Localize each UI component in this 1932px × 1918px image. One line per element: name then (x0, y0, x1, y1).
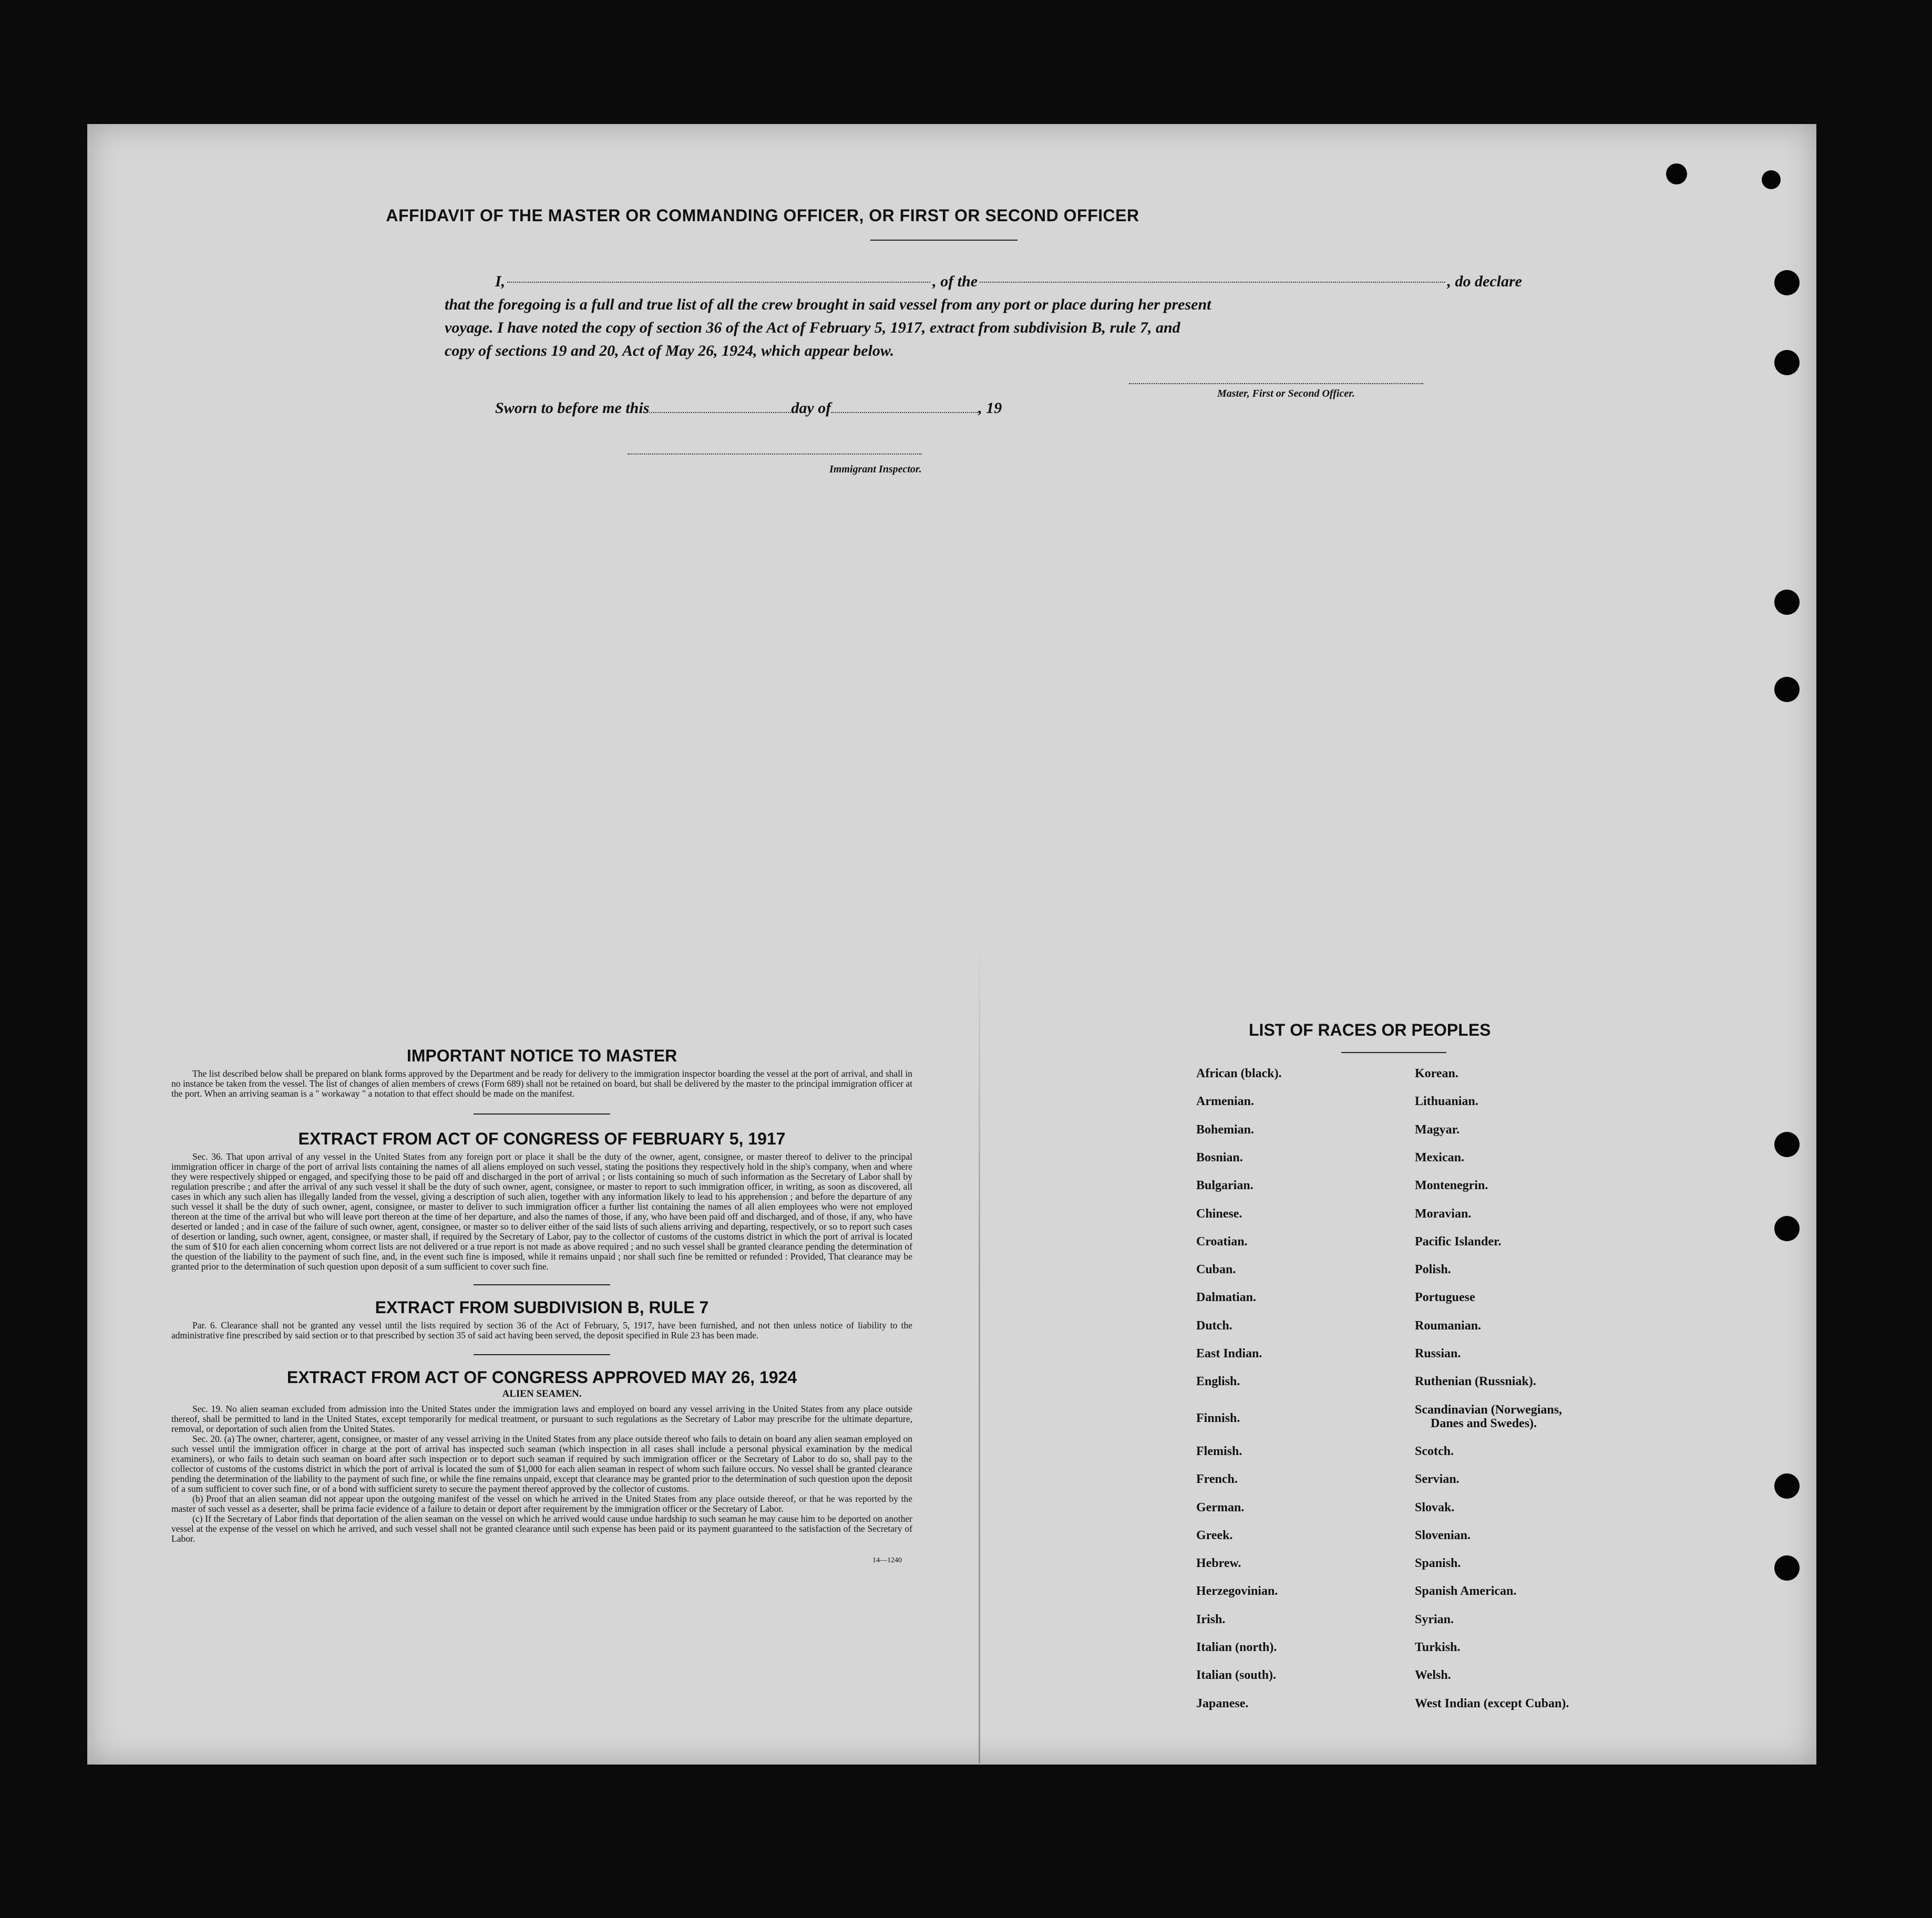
affidavit-line2: that the foregoing is a full and true list of all the crew brought in said vessel from any port or place during her present (445, 296, 1211, 313)
race-item: Korean. (1415, 1067, 1458, 1080)
affidavit-declare: , do declare (1447, 273, 1522, 290)
affidavit-of-the: , of the (932, 273, 978, 290)
inspector-signature-line (628, 453, 922, 455)
notice-title: IMPORTANT NOTICE TO MASTER (406, 1046, 677, 1065)
sworn-month-blank (831, 400, 978, 413)
form-number: 14—1240 (872, 1556, 902, 1564)
race-item: Armenian. (1196, 1095, 1254, 1109)
race-item: Roumanian. (1415, 1318, 1482, 1333)
race-item: Japanese. (1196, 1696, 1249, 1710)
inspector-signature-label: Immigrant Inspector. (829, 463, 922, 475)
extract-1917-text: Sec. 36. That upon arrival of any vessel in the United States from any foreign port or place it shall be the duty of the owner, agent, consignee, or master thereof to deliver to the principal immigration officer in charge of the port of arrival lists containing the names of all aliens employed on such vessel, stating the positions they respectively hold in the ship's company, when and where they were respectively shipped or engaged, and specifying those to be paid off and discharged in the port of arrival ; or lists containing so much of such information as the Secretary of Labor shall by regulation prescribe ; and after the arrival of any such vessel it shall be the duty of such owner, agent, consignee, or master to report to such immigration officer, in writing, as soon as discovered, all cases in which any such alien has illegally landed from the vessel, giving a description of such alien, together with any information likely to lead to his apprehension ; and before the departure of any such vessel it shall be the duty of such owner, agent, consignee, or master to deliver to such immigration officer a further list containing the names of all alien employees who were not employed thereon at the time of the arrival but who will leave port thereon at the time of her departure, and also the names of those, if any, who have been paid off and discharged, and of those, if any, who have deserted or landed ; and in case of the failure of such owner, agent, consignee, or master so to deliver either of the said lists of such aliens arriving and departing, respectively, or so to report such cases of desertion or landing, such owner, agent, consignee, or master shall, if required by the Secretary of Labor, pay to the collector of customs of the customs district in which the port of arrival is located the sum of $10 for each alien concerning whom correct lists are not delivered or a true report is not made as above required ; and no such vessel shall be granted clearance pending the determination of the question of the liability to the payment of such fine, and, in the event such fine is imposed, while it remains unpaid ; nor shall such fine be remitted or refunded : Provided, That clearance may be granted prior to the determination of such question upon deposit of a sum sufficient to cover such fine. (171, 1151, 912, 1272)
punch-hole (1774, 677, 1800, 702)
race-item: East Indian. (1196, 1347, 1262, 1360)
notice-text: The list described below shall be prepared on blank forms approved by the Department and be ready for delivery to the immigration inspector boarding the vessel at the port of arrival, and shall in no instance be taken from the vessel. The list of changes of alien members of crews (Form 689) shall not be retained on board, but shall be delivered by the master to the principal immigration officer at the port. When an arriving seaman is a " workaway " a notation to that effect should be made on the manifest. (171, 1068, 912, 1099)
punch-hole (1762, 170, 1781, 189)
races-left-column (1196, 1067, 1396, 1734)
affidavit-title: AFFIDAVIT OF THE MASTER OR COMMANDING OFFICER, OR FIRST OR SECOND OFFICER (386, 206, 1139, 225)
race-item: Montenegrin. (1415, 1179, 1488, 1193)
name-blank (507, 270, 930, 283)
race-item: Greek. (1196, 1528, 1233, 1542)
race-item: Magyar. (1415, 1122, 1460, 1137)
race-item: Scotch. (1415, 1444, 1454, 1458)
race-item: Italian (south). (1196, 1668, 1277, 1683)
punch-hole (1666, 163, 1687, 184)
race-item: Portuguese (1415, 1291, 1475, 1305)
race-item: Danes and Swedes). (1431, 1416, 1537, 1430)
master-signature-line (1129, 383, 1423, 384)
race-item: Moravian. (1415, 1207, 1472, 1221)
race-item: West Indian (except Cuban). (1415, 1696, 1569, 1710)
punch-hole (1774, 590, 1800, 615)
divider (474, 1284, 610, 1285)
sworn-year: , 19 (978, 399, 1002, 417)
race-item: Turkish. (1415, 1641, 1461, 1654)
notices-column (171, 1046, 912, 1565)
sec20b-text: (b) Proof that an alien seaman did not appear upon the outgoing manifest of the vessel on which he arrived in the United States from any place outside thereof, or that he was reported by the master of such vessel as a deserter, shall be prima facie evidence of a failure to detain or deport after requirement by the immigration officer or the Secretary of Labor. (171, 1493, 912, 1514)
affidavit-i: I, (495, 273, 506, 290)
punch-hole (1774, 350, 1800, 375)
divider (474, 1354, 610, 1355)
punch-hole (1774, 270, 1800, 295)
document-sheet (87, 124, 1816, 1765)
race-item: Dutch. (1196, 1318, 1232, 1333)
sec20c-text: (c) If the Secretary of Labor finds that deportation of the alien seaman on the vessel on which he arrived would cause undue hardship to such seaman he may cause him to be deported on another vessel at the expense of the vessel on which he arrived, and such vessel shall not be granted clearance until such expense has been paid or its payment guaranteed to the satisfaction of the Secretary of Labor. (171, 1513, 912, 1544)
race-item: Croatian. (1196, 1234, 1248, 1249)
race-item: Italian (north). (1196, 1641, 1277, 1654)
race-item: Irish. (1196, 1612, 1226, 1626)
affidavit-line4: copy of sections 19 and 20, Act of May 26, 1924, which appear below. (445, 342, 895, 359)
race-item: Spanish. (1415, 1556, 1461, 1571)
divider (474, 1113, 610, 1115)
affidavit-line3: voyage. I have noted the copy of section 36 of the Act of February 5, 1917, extract from subdivision B, rule 7, and (445, 319, 1180, 336)
extract-1924-title: EXTRACT FROM ACT OF CONGRESS APPROVED MAY 26, 1924 (286, 1368, 797, 1387)
race-item: English. (1196, 1375, 1240, 1389)
sworn-line (495, 399, 1002, 417)
race-item: Mexican. (1415, 1150, 1464, 1164)
sworn-day-of: day of (791, 399, 831, 417)
race-item: Welsh. (1415, 1668, 1451, 1683)
punch-hole (1774, 1132, 1800, 1157)
punch-hole (1774, 1216, 1800, 1241)
race-item: Servian. (1415, 1472, 1460, 1487)
divider (1341, 1052, 1446, 1053)
race-item: Slovenian. (1415, 1528, 1471, 1542)
affidavit-line1 (445, 270, 1522, 293)
race-item: Polish. (1415, 1263, 1451, 1277)
divider (870, 240, 1018, 241)
master-signature-label: Master, First or Second Officer. (1217, 388, 1355, 399)
race-item: Herzegovinian. (1196, 1584, 1278, 1599)
race-item: Chinese. (1196, 1207, 1242, 1221)
race-item: Cuban. (1196, 1263, 1236, 1277)
race-item: Flemish. (1196, 1444, 1242, 1458)
race-item: Hebrew. (1196, 1556, 1241, 1571)
race-item: Pacific Islander. (1415, 1234, 1502, 1249)
race-item: Bulgarian. (1196, 1179, 1253, 1193)
race-item: Dalmatian. (1196, 1291, 1256, 1305)
race-item: Ruthenian (Russniak). (1415, 1375, 1536, 1389)
race-item: French. (1196, 1472, 1238, 1487)
sec19-text: Sec. 19. No alien seaman excluded from admission into the United States under the immigration laws and employed on board any vessel arriving in the United States from any place outside thereof, shall be permitted to land in the United States, except temporarily for medical treatment, or pursuant to such regulations as the Secretary of Labor may prescribe for the ultimate departure, removal, or deportation of such alien from the United States. (171, 1404, 912, 1434)
race-item: Spanish American. (1415, 1584, 1517, 1599)
extract-rule7-title: EXTRACT FROM SUBDIVISION B, RULE 7 (375, 1298, 709, 1317)
race-item: Slovak. (1415, 1500, 1455, 1514)
race-item: Russian. (1415, 1347, 1461, 1360)
vessel-blank (980, 270, 1445, 283)
extract-1917-title: EXTRACT FROM ACT OF CONGRESS OF FEBRUARY 5, 1917 (298, 1129, 786, 1148)
extract-1924-subtitle: ALIEN SEAMEN. (502, 1388, 582, 1399)
punch-hole (1774, 1555, 1800, 1581)
sworn-day-blank (649, 400, 791, 413)
sec20a-text: Sec. 20. (a) The owner, charterer, agent, consignee, or master of any vessel arriving in the United States from any place outside thereof who fails to detain on board any alien seaman employed on such vessel until the immigration officer in charge at the port of arrival has inspected such seaman (which inspection in all cases shall include a personal physical examination by the medical examiners), or who fails to detain such seaman on board after such inspection or to deport such seaman if required by such immigration officer or the Secretary of Labor to do so, shall pay to the collector of customs of the customs district in which the port of arrival is located the sum of $1,000 for each alien seaman in respect of whom such failure occurs. No vessel shall be granted clearance pending the determination of the liability to the payment of such fine, or while the fine remains unpaid, except that clearance may be granted prior to the determination of such question upon the deposit of a sum sufficient to cover such fine, or of a bond with sufficient surety to secure the payment thereof approved by the collector of customs. (171, 1434, 912, 1494)
race-item: German. (1196, 1500, 1245, 1514)
race-item: Finnish. (1196, 1411, 1240, 1425)
punch-hole (1774, 1473, 1800, 1499)
race-item: Bosnian. (1196, 1150, 1243, 1164)
race-item: African (black). (1196, 1067, 1282, 1080)
race-item: Lithuanian. (1415, 1095, 1478, 1109)
races-title: LIST OF RACES OR PEOPLES (1249, 1020, 1491, 1039)
extract-1924-text (171, 1404, 912, 1544)
race-item: Syrian. (1415, 1612, 1454, 1626)
sworn-text: Sworn to before me this (495, 399, 650, 417)
affidavit-body (445, 270, 1522, 363)
race-item: Bohemian. (1196, 1122, 1255, 1137)
extract-rule7-text: Par. 6. Clearance shall not be granted any vessel until the lists required by section 36 of the Act of February, 5, 1917, have been furnished, and not then unless notice of liability to the administrative fine prescribed by said section or to that prescribed by section 35 of said act having been served, the deposit specified in Rule 23 has been made. (171, 1320, 912, 1340)
races-right-column (1415, 1067, 1667, 1734)
race-item: Scandinavian (Norwegians, (1415, 1403, 1563, 1417)
